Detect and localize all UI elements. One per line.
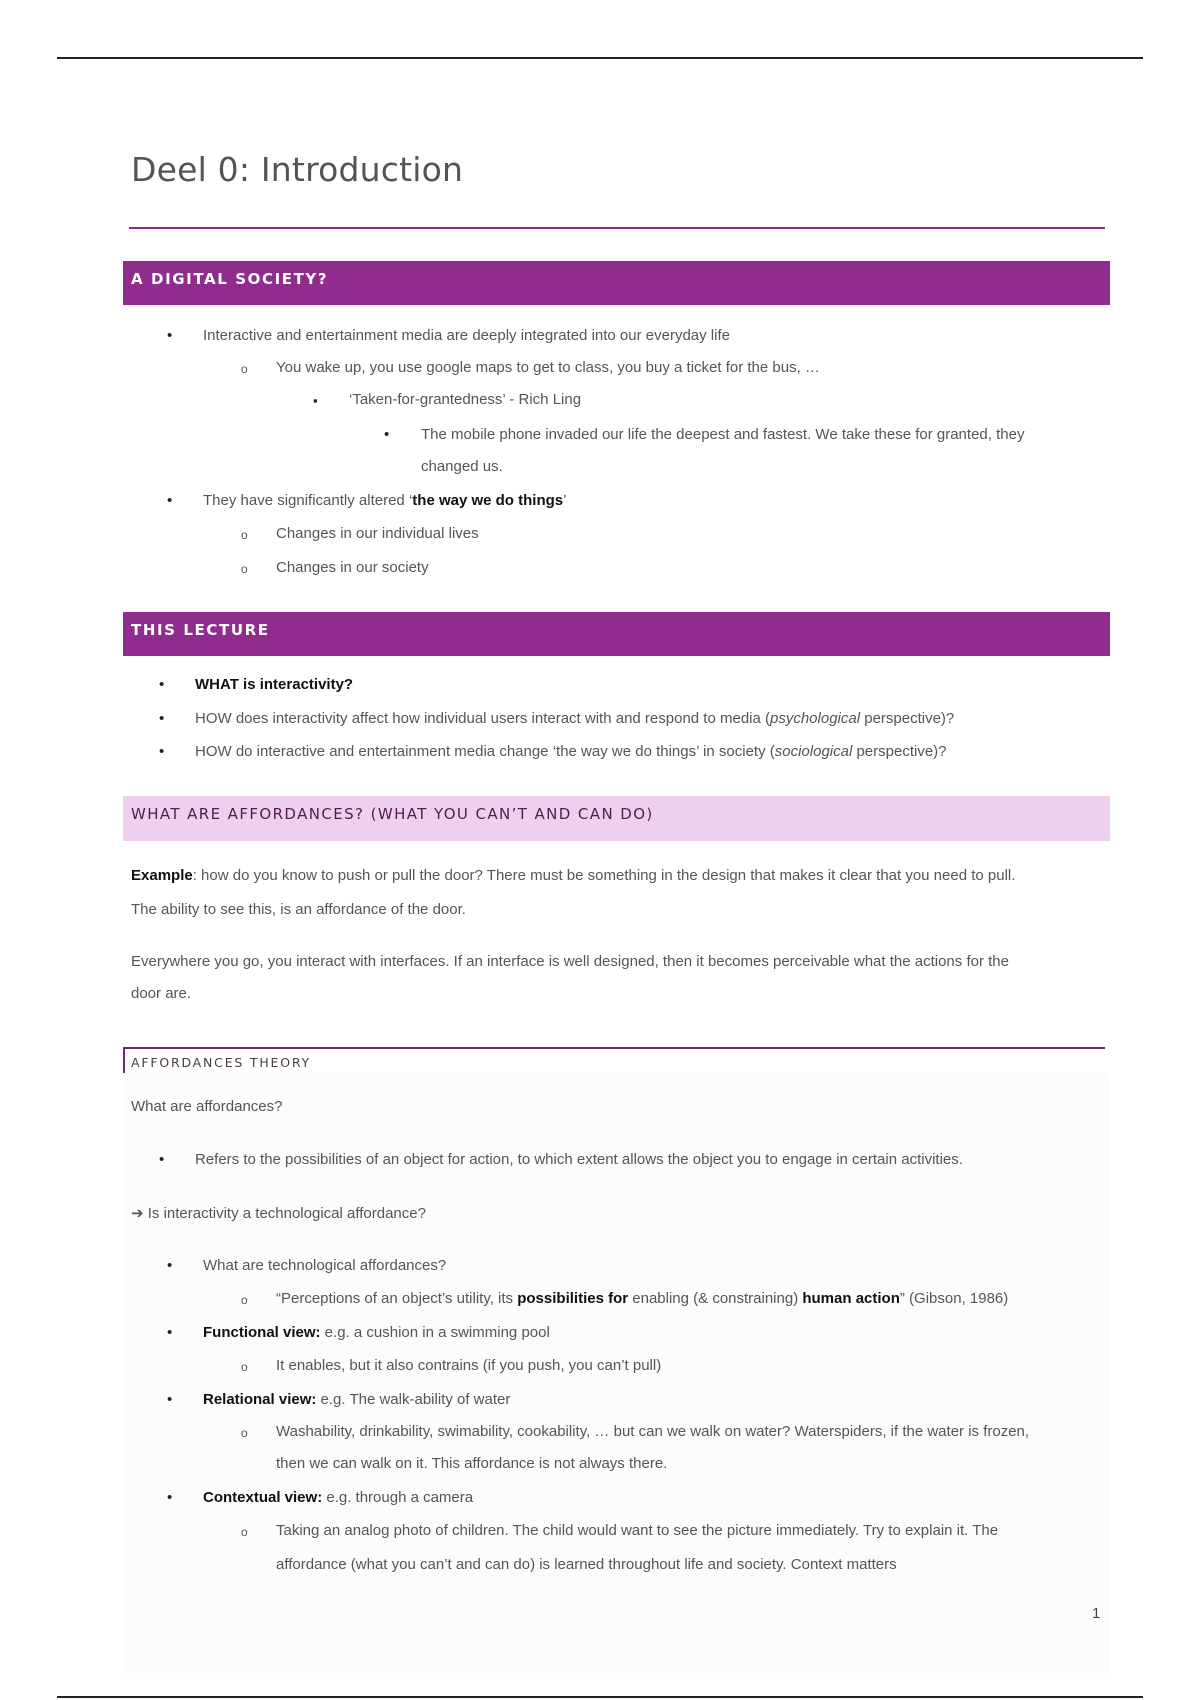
bullet-dot	[167, 326, 172, 346]
bullet-circle	[241, 1423, 248, 1443]
list-item	[203, 1390, 510, 1410]
text-run: They have significantly altered ‘	[203, 492, 413, 509]
bullet-circle	[241, 1357, 248, 1377]
italic-term: psychological	[770, 710, 861, 727]
bullet-dot	[159, 709, 164, 729]
list-item	[276, 1289, 1008, 1309]
list-item	[203, 1488, 473, 1508]
section-heading-affordances: WHAT ARE AFFORDANCES? (WHAT YOU CAN’T AND CAN DO)	[123, 796, 1110, 841]
text-run: e.g. a cushion in a swimming pool	[320, 1324, 550, 1341]
page-bottom-border	[57, 1696, 1143, 1698]
list-item: Washability, drinkability, swimability, cookability, … but can we walk on water? Waterspiders, if the water is frozen,	[276, 1423, 1030, 1440]
text-run: ’	[563, 492, 567, 509]
list-item: Interactive and entertainment media are deeply integrated into our everyday life	[203, 327, 730, 344]
page-top-border	[57, 57, 1143, 59]
list-item	[195, 675, 353, 695]
list-item: Changes in our individual lives	[276, 525, 479, 542]
list-item: Changes in our society	[276, 559, 429, 576]
list-item: It enables, but it also contrains (if you push, you can’t pull)	[276, 1357, 662, 1374]
bullet-dot	[159, 742, 164, 762]
page-number: 1	[1092, 1605, 1101, 1622]
section-heading-digital-society: A DIGITAL SOCIETY?	[123, 261, 1110, 305]
italic-term: sociological	[774, 743, 853, 760]
emphasis: Example	[131, 867, 193, 884]
emphasis: human action	[802, 1290, 900, 1307]
emphasis: Relational view:	[203, 1391, 317, 1408]
bullet-dot	[384, 425, 389, 445]
list-item: You wake up, you use google maps to get to class, you buy a ticket for the bus, …	[276, 359, 820, 376]
list-item: Refers to the possibilities of an object for action, to which extent allows the object you to engage in certain activities.	[195, 1151, 963, 1168]
text-run: ” (Gibson, 1986)	[899, 1290, 1009, 1307]
bullet-dot	[159, 675, 164, 695]
list-item-continued: then we can walk on it. This affordance is not always there.	[276, 1455, 668, 1472]
bullet-dot	[167, 491, 172, 511]
title-underline	[129, 227, 1105, 229]
bullet-circle	[241, 525, 248, 545]
emphasis: Functional view:	[203, 1324, 321, 1341]
paragraph-line: door are.	[131, 985, 192, 1002]
paragraph-line: What are affordances?	[131, 1098, 283, 1115]
bullet-dot	[167, 1323, 172, 1343]
bullet-circle	[241, 1522, 248, 1542]
section-heading-affordances-theory: AFFORDANCES THEORY	[131, 1055, 311, 1070]
list-item	[203, 1323, 550, 1343]
list-item: ‘Taken-for-grantedness’ - Rich Ling	[349, 391, 582, 408]
text-run: perspective)?	[852, 743, 947, 760]
list-item: What are technological affordances?	[203, 1257, 447, 1274]
paragraph-line: The ability to see this, is an affordance of the door.	[131, 901, 466, 918]
text-run: HOW does interactivity affect how individual users interact with and respond to media (	[195, 710, 770, 727]
emphasis: WHAT is interactivity?	[195, 676, 354, 693]
paragraph-line	[131, 866, 1015, 886]
bullet-circle	[241, 359, 248, 379]
bullet-dot	[167, 1488, 172, 1508]
text-run: HOW do interactive and entertainment media change ‘the way we do things’ in society (	[195, 743, 775, 760]
bullet-dot	[159, 1150, 164, 1170]
emphasis: Contextual view:	[203, 1489, 323, 1506]
text-run: e.g. through a camera	[322, 1489, 474, 1506]
emphasis: the way we do things	[412, 492, 564, 509]
section-heading-this-lecture: THIS LECTURE	[123, 612, 1110, 656]
bullet-dot	[167, 1390, 172, 1410]
document-title: Deel 0: Introduction	[131, 150, 464, 189]
text-run: : how do you know to push or pull the door? There must be something in the design that makes it clear that you need to pull.	[192, 867, 1016, 884]
list-item: Taking an analog photo of children. The child would want to see the picture immediately. Try to explain it. The	[276, 1522, 999, 1539]
emphasis: possibilities for	[517, 1290, 629, 1307]
text-run: e.g. The walk-ability of water	[316, 1391, 511, 1408]
list-item	[195, 709, 954, 729]
bullet-circle	[241, 1290, 248, 1310]
list-item	[203, 491, 566, 511]
bullet-circle	[241, 559, 248, 579]
bullet-square	[313, 391, 318, 411]
list-item-continued: affordance (what you can’t and can do) is learned throughout life and society. Context matters	[276, 1556, 897, 1573]
list-item-continued: changed us.	[421, 458, 503, 475]
text-run: perspective)?	[860, 710, 955, 727]
paragraph-line: Everywhere you go, you interact with interfaces. If an interface is well designed, then it becomes perceivable what the actions for the	[131, 953, 1009, 970]
list-item	[195, 742, 947, 762]
list-item: The mobile phone invaded our life the deepest and fastest. We take these for granted, they	[421, 426, 1025, 443]
text-run: enabling (& constraining)	[628, 1290, 803, 1307]
text-run: “Perceptions of an object’s utility, its	[276, 1290, 518, 1307]
bullet-dot	[167, 1256, 172, 1276]
paragraph-line: ➔ Is interactivity a technological affordance?	[131, 1205, 426, 1222]
